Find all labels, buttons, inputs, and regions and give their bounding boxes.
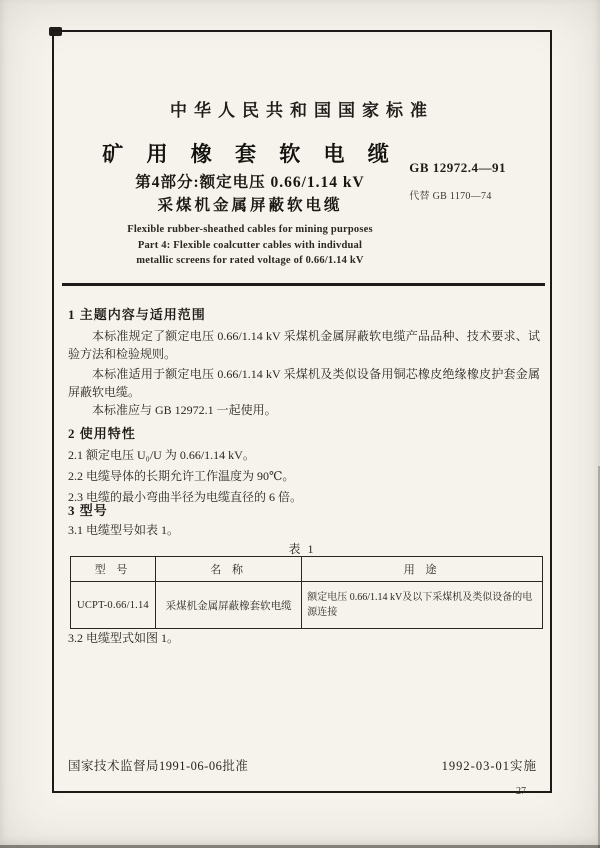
section-1-paragraph-3: 本标准应与 GB 12972.1 一起使用。: [92, 403, 277, 417]
section-3-item-2: 3.2 电缆型式如图 1。: [68, 631, 180, 645]
document-title-line2: 第4部分:额定电压 0.66/1.14 kV: [135, 174, 365, 191]
document-title-line1: 矿 用 橡 套 软 电 缆: [102, 142, 398, 166]
standard-number-block: [409, 160, 506, 202]
table-header-name: 名 称: [155, 557, 301, 582]
section-2-item-3: 2.3 电缆的最小弯曲半径为电缆直径的 6 倍。: [68, 490, 303, 504]
table-header-row: [71, 557, 543, 582]
national-standard-heading: 中华人民共和国国家标准: [170, 101, 434, 120]
section-1-paragraph-2: 本标准适用于额定电压 0.66/1.14 kV 采煤机及类似设备用铜芯橡皮绝缘橡皮护套金属屏蔽软电缆。: [68, 367, 540, 399]
implementation-footer: 1992-03-01实施: [441, 759, 537, 773]
table-header-model: 型 号: [71, 557, 156, 582]
section-3-item-1: 3.1 电缆型号如表 1。: [68, 523, 180, 537]
header-divider-rule: [62, 283, 545, 286]
table-cell-use: 额定电压 0.66/1.14 kV及以下采煤机及类似设备的电源连接: [302, 582, 543, 629]
section-3-heading: 3 型号: [68, 503, 108, 518]
document-title-line3: 采煤机金属屏蔽软电缆: [157, 197, 343, 214]
english-title-line1: Flexible rubber-sheathed cables for mining purposes: [127, 224, 373, 235]
section-1-heading: 1 主题内容与适用范围: [68, 307, 206, 322]
table-header-use: 用 途: [302, 557, 543, 582]
page-border-frame: [52, 30, 552, 793]
page-number: 27: [516, 786, 526, 797]
replaces-standard: 代替 GB 1170—74: [409, 191, 492, 202]
table-row: [71, 582, 543, 629]
section-1-paragraph-1: 本标准规定了额定电压 0.66/1.14 kV 采煤机金属屏蔽软电缆产品品种、技术要求、试验方法和检验规则。: [68, 329, 540, 361]
standard-number: GB 12972.4—91: [409, 160, 506, 175]
section-2-item-1: 2.1 额定电压 U₀/U 为 0.66/1.14 kV。: [68, 448, 255, 462]
table-cell-model: UCPT-0.66/1.14: [71, 582, 156, 629]
section-2-heading: 2 使用特性: [68, 426, 136, 441]
table-1: [70, 556, 543, 629]
section-2-item-2: 2.2 电缆导体的长期允许工作温度为 90℃。: [68, 469, 295, 483]
english-title-line2: Part 4: Flexible coalcutter cables with indivdual: [137, 240, 363, 251]
table-cell-name: 采煤机金属屏蔽橡套软电缆: [155, 582, 301, 629]
approval-footer: 国家技术监督局1991-06-06批准: [68, 759, 249, 773]
table-1-caption: 表 1: [288, 542, 316, 556]
english-title-line3: metallic screens for rated voltage of 0.66/1.14 kV: [136, 255, 364, 266]
